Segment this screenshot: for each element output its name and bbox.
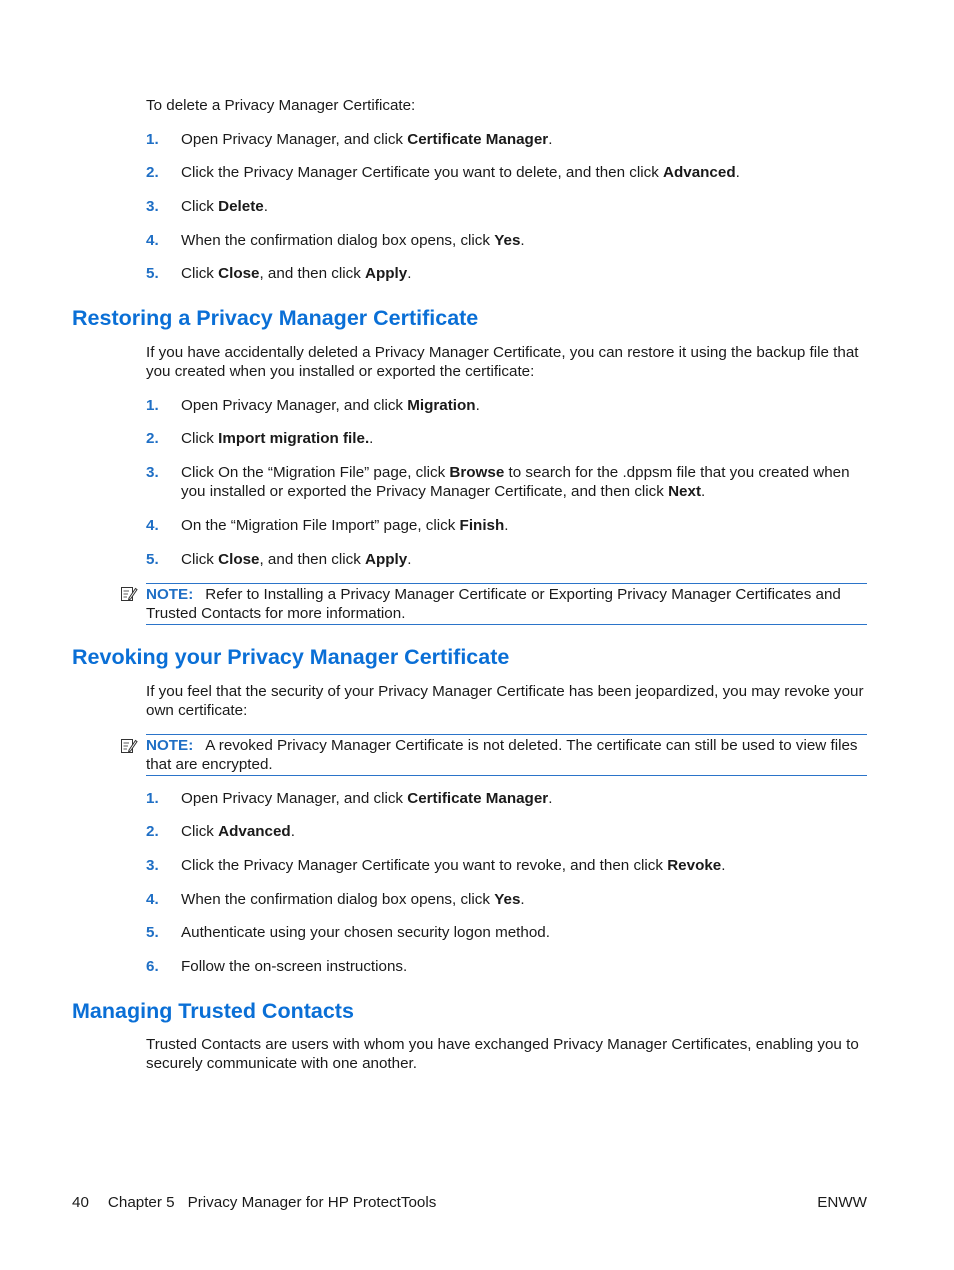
- section-heading-restore: Restoring a Privacy Manager Certificate: [72, 306, 479, 330]
- section-heading-revoke: Revoking your Privacy Manager Certificate: [72, 645, 510, 669]
- step-number: 4.: [146, 891, 159, 908]
- step-number: 5.: [146, 924, 159, 941]
- list-item: Click the Privacy Manager Certificate you want to delete, and then click Advanced.: [181, 164, 740, 181]
- list-item: Click Delete.: [181, 198, 268, 215]
- step-number: 5.: [146, 265, 159, 282]
- restore-paragraph: If you have accidentally deleted a Privacy Manager Certificate, you can restore it using the backup file that you created when you installed or exported the certificate:: [146, 344, 859, 380]
- section-heading-trusted: Managing Trusted Contacts: [72, 999, 354, 1023]
- page-footer-left: [72, 1193, 436, 1212]
- list-item: Open Privacy Manager, and click Certificate Manager.: [181, 131, 553, 148]
- step-number: 3.: [146, 464, 159, 481]
- step-number: 2.: [146, 823, 159, 840]
- step-number: 1.: [146, 790, 159, 807]
- footer-code: ENWW: [817, 1194, 867, 1211]
- step-number: 4.: [146, 232, 159, 249]
- list-item: On the “Migration File Import” page, click Finish.: [181, 517, 509, 534]
- trusted-paragraph: Trusted Contacts are users with whom you have exchanged Privacy Manager Certificates, enabling you to securely communicate with one another.: [146, 1036, 859, 1072]
- list-item: When the confirmation dialog box opens, click Yes.: [181, 232, 525, 249]
- step-number: 6.: [146, 958, 159, 975]
- chapter-label: Chapter 5: [107, 1194, 175, 1211]
- note-pencil-icon: [120, 585, 138, 603]
- list-item: Authenticate using your chosen security logon method.: [181, 924, 550, 941]
- list-item: Click Advanced.: [181, 823, 295, 840]
- step-number: 2.: [146, 164, 159, 181]
- step-number: 1.: [146, 397, 159, 414]
- step-number: 1.: [146, 131, 159, 148]
- step-number: 3.: [146, 857, 159, 874]
- note-box: [146, 734, 867, 776]
- list-item: When the confirmation dialog box opens, click Yes.: [181, 891, 525, 908]
- note-text: A revoked Privacy Manager Certificate is not deleted. The certificate can still be used to view files that are encrypted.: [146, 737, 858, 773]
- list-item: Follow the on-screen instructions.: [181, 958, 408, 975]
- list-item: Click Close, and then click Apply.: [181, 265, 412, 282]
- revoke-paragraph: If you feel that the security of your Privacy Manager Certificate has been jeopardized, you may revoke your own certificate:: [146, 683, 864, 719]
- page-number: 40: [72, 1194, 89, 1211]
- list-item: Click On the “Migration File” page, click Browse to search for the .dppsm file that you created when you installed or exported the Privacy Manager Certificate, and then click Next.: [181, 464, 850, 500]
- list-item: Open Privacy Manager, and click Certificate Manager.: [181, 790, 553, 807]
- note-label: NOTE:: [146, 586, 194, 603]
- step-number: 5.: [146, 551, 159, 568]
- step-number: 3.: [146, 198, 159, 215]
- step-number: 2.: [146, 430, 159, 447]
- list-item: Click Import migration file..: [181, 430, 374, 447]
- intro-text: To delete a Privacy Manager Certificate:: [146, 97, 416, 114]
- list-item: Open Privacy Manager, and click Migration.: [181, 397, 480, 414]
- list-item: Click Close, and then click Apply.: [181, 551, 412, 568]
- step-number: 4.: [146, 517, 159, 534]
- note-text: Refer to Installing a Privacy Manager Certificate or Exporting Privacy Manager Certificates and Trusted Contacts for more information.: [146, 586, 841, 622]
- list-item: Click the Privacy Manager Certificate you want to revoke, and then click Revoke.: [181, 857, 726, 874]
- note-box: [146, 583, 867, 625]
- note-label: NOTE:: [146, 737, 194, 754]
- note-pencil-icon: [120, 737, 138, 755]
- chapter-title: Privacy Manager for HP ProtectTools: [187, 1194, 437, 1211]
